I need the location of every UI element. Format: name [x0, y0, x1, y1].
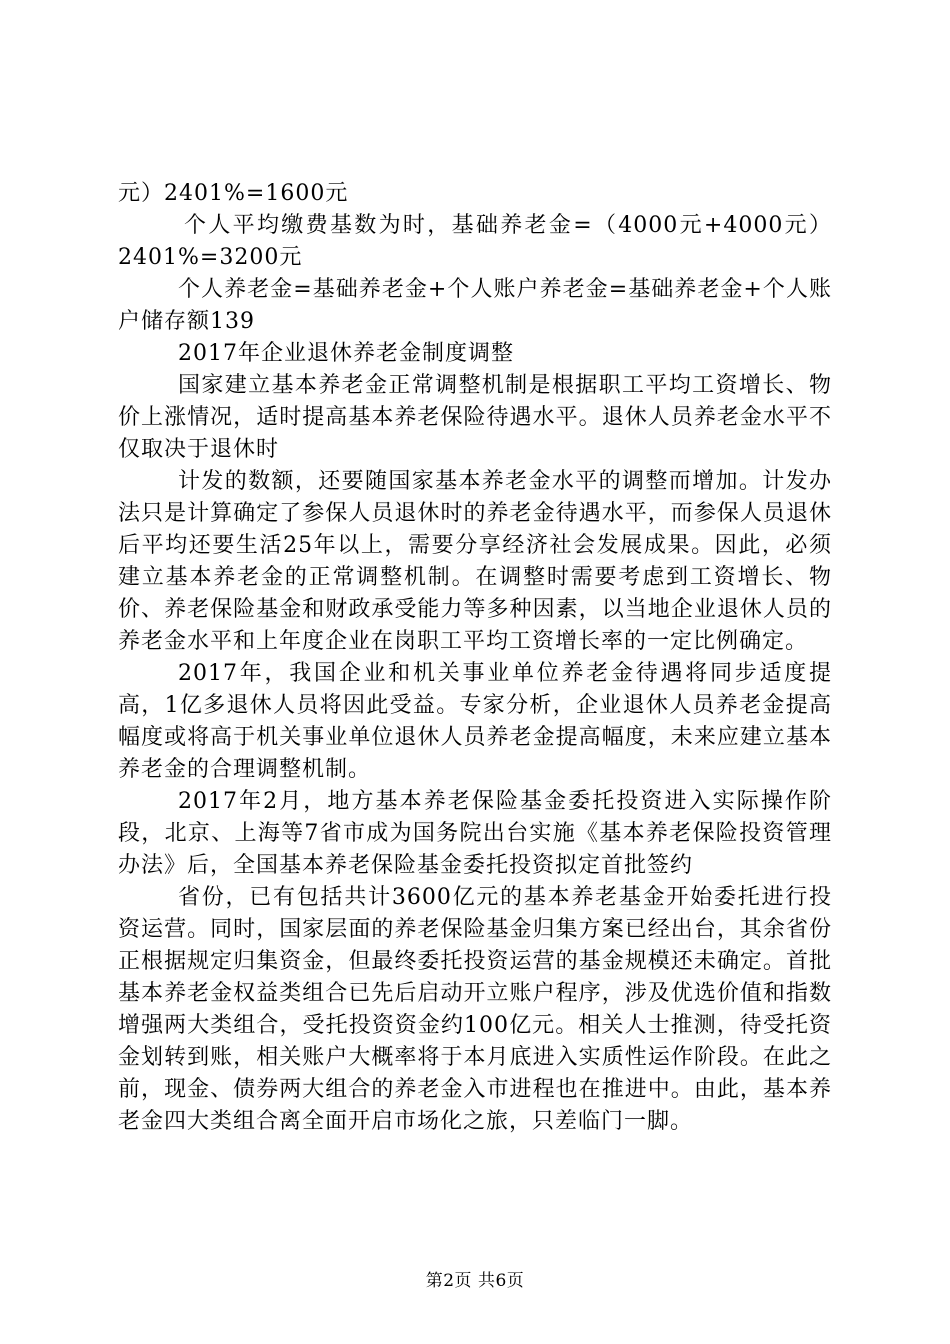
paragraph-provinces: 省份，已有包括共计3600亿元的基本养老基金开始委托进行投资运营。同时，国家层面的养老保险基金归集方案已经出台，其余省份正根据规定归集资金，但最终委托投资运营的基金规模还未确定。首批基本养老金权益类组合已先后启动开立账户程序，涉及优选价值和指数增强两大类组合，受托投资资金约100亿元。相关人士推测，待受托资金划转到账，相关账户大概率将于本月底进入实质性运作阶段。在此之前，现金、债券两大组合的养老金入市进程也在推进中。由此，基本养老金四大类组合离全面开启市场化之旅，只差临门一脚。	[118, 885, 832, 1134]
document-body	[118, 178, 832, 1138]
paragraph-base-pension-formula: 个人平均缴费基数为时，基础养老金=（4000元+4000元）2401%=3200元	[118, 213, 832, 270]
paragraph-calculation: 计发的数额，还要随国家基本养老金水平的调整而增加。计发办法只是计算确定了参保人员退休时的养老金待遇水平，而参保人员退休后平均还要生活25年以上，需要分享经济社会发展成果。因此，必须建立基本养老金的正常调整机制。在调整时需要考虑到工资增长、物价、养老保险基金和财政承受能力等多种因素，以当地企业退休人员的养老金水平和上年度企业在岗职工平均工资增长率的一定比例确定。	[118, 469, 832, 654]
paragraph-continuation: 元）2401%=1600元	[118, 181, 349, 206]
page-footer: 第2页 共6页	[425, 1271, 525, 1291]
paragraph-2017-february: 2017年2月，地方基本养老保险基金委托投资进入实际操作阶段，北京、上海等7省市成为国务院出台实施《基本养老保险投资管理办法》后，全国基本养老保险基金委托投资拟定首批签约	[118, 789, 832, 878]
paragraph-personal-pension-formula: 个人养老金=基础养老金+个人账户养老金=基础养老金+个人账户储存额139	[118, 277, 832, 334]
paragraph-adjustment-mechanism: 国家建立基本养老金正常调整机制是根据职工平均工资增长、物价上涨情况，适时提高基本养老保险待遇水平。退休人员养老金水平不仅取决于退休时	[118, 373, 832, 462]
paragraph-2017-increase: 2017年，我国企业和机关事业单位养老金待遇将同步适度提高，1亿多退休人员将因此受益。专家分析，企业退休人员养老金提高幅度或将高于机关事业单位退休人员养老金提高幅度，未来应建立基本养老金的合理调整机制。	[118, 661, 832, 782]
section-heading: 2017年企业退休养老金制度调整	[178, 341, 514, 366]
